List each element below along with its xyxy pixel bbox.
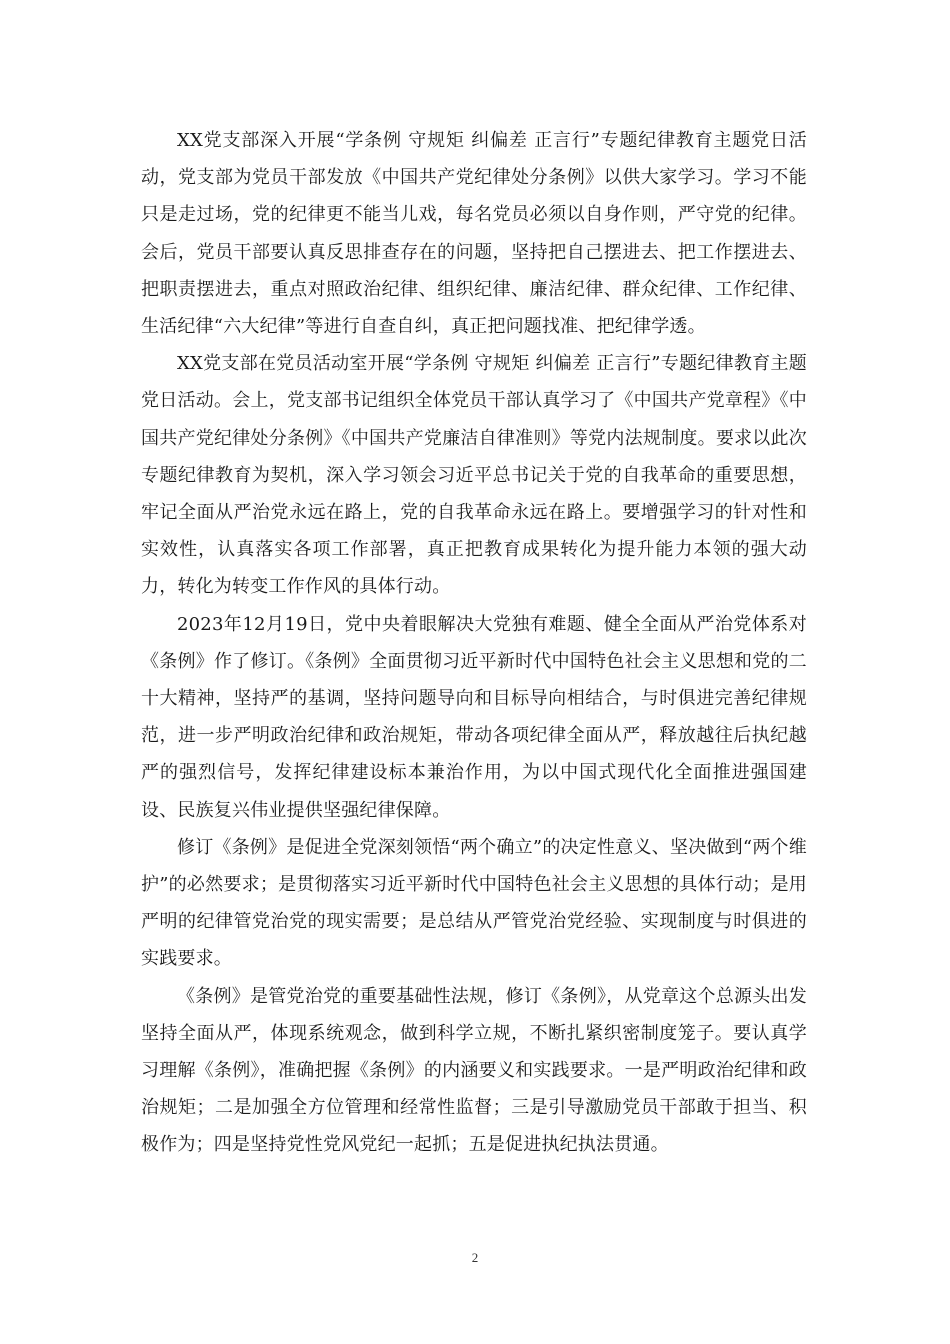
paragraph-2: XX党支部在党员活动室开展“学条例 守规矩 纠偏差 正言行”专题纪律教育主题党日活动。会上，党支部书记组织全体党员干部认真学习了《中国共产党章程》《中国共产党纪律处分条例》《中国共产党廉洁自律准则》等党内法规制度。要求以此次专题纪律教育为契机，深入学习领会习近平总书记关于党的自我革命的重要思想，牢记全面从严治党永远在路上，党的自我革命永远在路上。要增强学习的针对性和实效性，认真落实各项工作部署，真正把教育成果转化为提升能力本领的强大动力，转化为转变工作作风的具体行动。 bbox=[141, 353, 807, 598]
document-body bbox=[141, 122, 807, 1164]
page-number: 2 bbox=[471, 1250, 479, 1265]
paragraph-3: 2023年12月19日，党中央着眼解决大党独有难题、健全全面从严治党体系对《条例》作了修订。《条例》全面贯彻习近平新时代中国特色社会主义思想和党的二十大精神，坚持严的基调，坚持问题导向和目标导向相结合，与时俱进完善纪律规范，进一步严明政治纪律和政治规矩，带动各项纪律全面从严，释放越往后执纪越严的强烈信号，发挥纪律建设标本兼治作用，为以中国式现代化全面推进强国建设、民族复兴伟业提供坚强纪律保障。 bbox=[141, 613, 807, 821]
paragraph-5: 《条例》是管党治党的重要基础性法规，修订《条例》，从党章这个总源头出发坚持全面从严，体现系统观念，做到科学立规，不断扎紧织密制度笼子。要认真学习理解《条例》，准确把握《条例》的内涵要义和实践要求。一是严明政治纪律和政治规矩；二是加强全方位管理和经常性监督；三是引导激励党员干部敢于担当、积极作为；四是坚持党性党风党纪一起抓；五是促进执纪执法贯通。 bbox=[141, 985, 807, 1156]
paragraph-1: XX党支部深入开展“学条例 守规矩 纠偏差 正言行”专题纪律教育主题党日活动，党支部为党员干部发放《中国共产党纪律处分条例》以供大家学习。学习不能只是走过场，党的纪律更不能当儿戏，每名党员必须以自身作则，严守党的纪律。会后，党员干部要认真反思排查存在的问题，坚持把自己摆进去、把工作摆进去、把职责摆进去，重点对照政治纪律、组织纪律、廉洁纪律、群众纪律、工作纪律、生活纪律“六大纪律”等进行自查自纠，真正把问题找准、把纪律学透。 bbox=[141, 130, 807, 338]
paragraph-4: 修订《条例》是促进全党深刻领悟“两个确立”的决定性意义、坚决做到“两个维护”的必然要求；是贯彻落实习近平新时代中国特色社会主义思想的具体行动；是用严明的纪律管党治党的现实需要；是总结从严管党治党经验、实现制度与时俱进的实践要求。 bbox=[141, 836, 807, 970]
